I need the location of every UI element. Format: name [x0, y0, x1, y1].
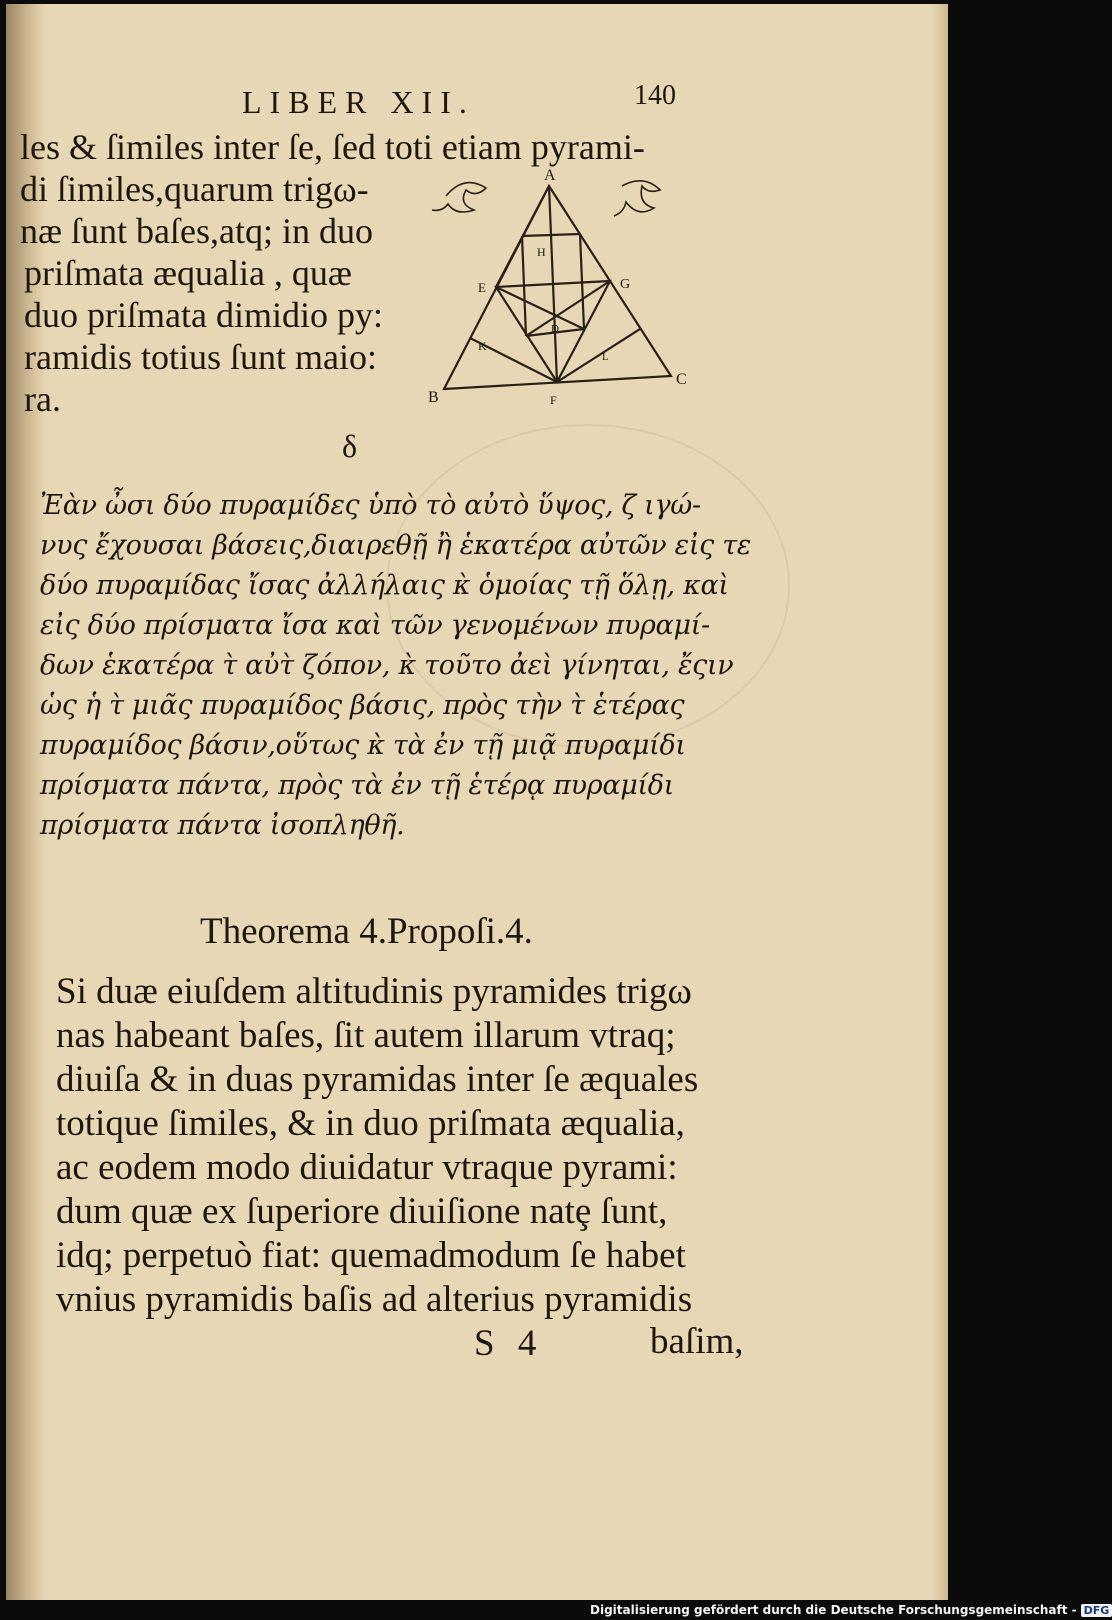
greek-line-9: πρίσματα πάντα ἰσοπληθῆ.	[40, 810, 405, 841]
pyramid-triangle-figure	[426, 164, 716, 424]
proposition-line-1: Si duæ eiuſdem altitudinis pyramides trigω	[56, 971, 692, 1012]
proposition-line-2: nas habeant baſes, ſit autem illarum vtraq;	[56, 1015, 676, 1056]
proposition-line-8: vnius pyramidis baſis ad alterius pyramidis	[56, 1279, 693, 1320]
latin-line-3: næ ſunt baſes,atq; in duo	[20, 211, 373, 251]
catchword: baſim,	[650, 1321, 744, 1362]
book-page	[6, 4, 948, 1600]
figure-label-k: K	[478, 339, 487, 353]
theorem-title: Theorema 4.Propoſi.4.	[200, 911, 533, 952]
latin-line-1: les & ſimiles inter ſe, ſed toti etiam pyrami-	[20, 127, 645, 167]
page-number: 140	[634, 80, 676, 111]
latin-line-2: di ſimiles,quarum trigω-	[20, 169, 369, 209]
figure-label-d: D	[551, 323, 559, 335]
running-header: LIBER XII.	[242, 84, 475, 120]
digitization-credit-text: Digitalisierung gefördert durch die Deutsche Forschungsgemeinschaft -	[590, 1603, 1077, 1617]
greek-line-7: πυραμίδος βάσιν,οὕτως κ̀ τὰ ἐν τῇ μιᾷ πυραμίδι	[40, 730, 686, 761]
proposition-line-7: idq; perpetuò fiat: quemadmodum ſe habet	[56, 1235, 686, 1276]
figure-label-l: L	[602, 351, 609, 363]
greek-line-3: δύο πυραμίδας ἴσας ἀλλήλαις κ̀ ὁμοίας τῇ ὅλῃ, καὶ	[40, 570, 729, 601]
figure-label-h: H	[537, 245, 546, 259]
latin-line-5: duo priſmata dimidio py:	[24, 295, 383, 335]
proposition-line-5: ac eodem modo diuidatur vtraque pyrami:	[56, 1147, 678, 1188]
greek-line-4: εἰς δύο πρίσματα ἴσα καὶ τῶν γενομένων πυραμί-	[40, 610, 710, 641]
greek-line-1: Ἐὰν ὦσι δύο πυραμίδες ὑπὸ τὸ αὐτὸ ὕψος, ζ ιγώ-	[40, 490, 701, 521]
proposition-line-4: totique ſimiles, & in duo priſmata æqualia,	[56, 1103, 685, 1144]
greek-section-number: δ	[342, 428, 358, 464]
figure-label-e: E	[478, 280, 486, 295]
proposition-line-3: diuiſa & in duas pyramidas inter ſe æquales	[56, 1059, 699, 1100]
latin-line-6: ramidis totius ſunt maio:	[24, 337, 377, 377]
figure-label-f: F	[550, 393, 557, 407]
signature-mark: S 4	[474, 1323, 537, 1364]
ornament-right-icon	[614, 181, 660, 216]
dfg-logo: DFG	[1081, 1604, 1112, 1617]
proposition-line-6: dum quæ ex ſuperiore diuiſione natȩ ſunt,	[56, 1191, 668, 1232]
greek-line-2: νυς ἔχουσαι βάσεις,διαιρεθῇ ἢ ἑκατέρα αὐτῶν εἰς τε	[40, 530, 752, 561]
greek-line-8: πρίσματα πάντα, πρὸς τὰ ἐν τῇ ἑτέρᾳ πυραμίδι	[40, 770, 675, 801]
latin-line-4: priſmata æqualia , quæ	[24, 253, 352, 293]
ornament-left-icon	[432, 183, 486, 212]
greek-line-5: δων ἑκατέρα τ̀ αὐτ̀ ζόπον, κ̀ τοῦτο ἀεὶ γίνηται, ἔςιν	[40, 650, 734, 681]
figure-label-g: G	[620, 277, 631, 292]
figure-label-c: C	[676, 371, 687, 388]
figure-label-a: A	[544, 167, 556, 184]
figure-label-b: B	[428, 389, 439, 406]
greek-line-6: ὡς ἡ τ̀ μιᾶς πυραμίδος βάσις, πρὸς τὴν τ̀ ἑτέρας	[40, 690, 685, 721]
page-edge-shadow	[932, 4, 948, 1600]
latin-line-7: ra.	[24, 379, 61, 419]
digitization-credit	[590, 1600, 1110, 1620]
